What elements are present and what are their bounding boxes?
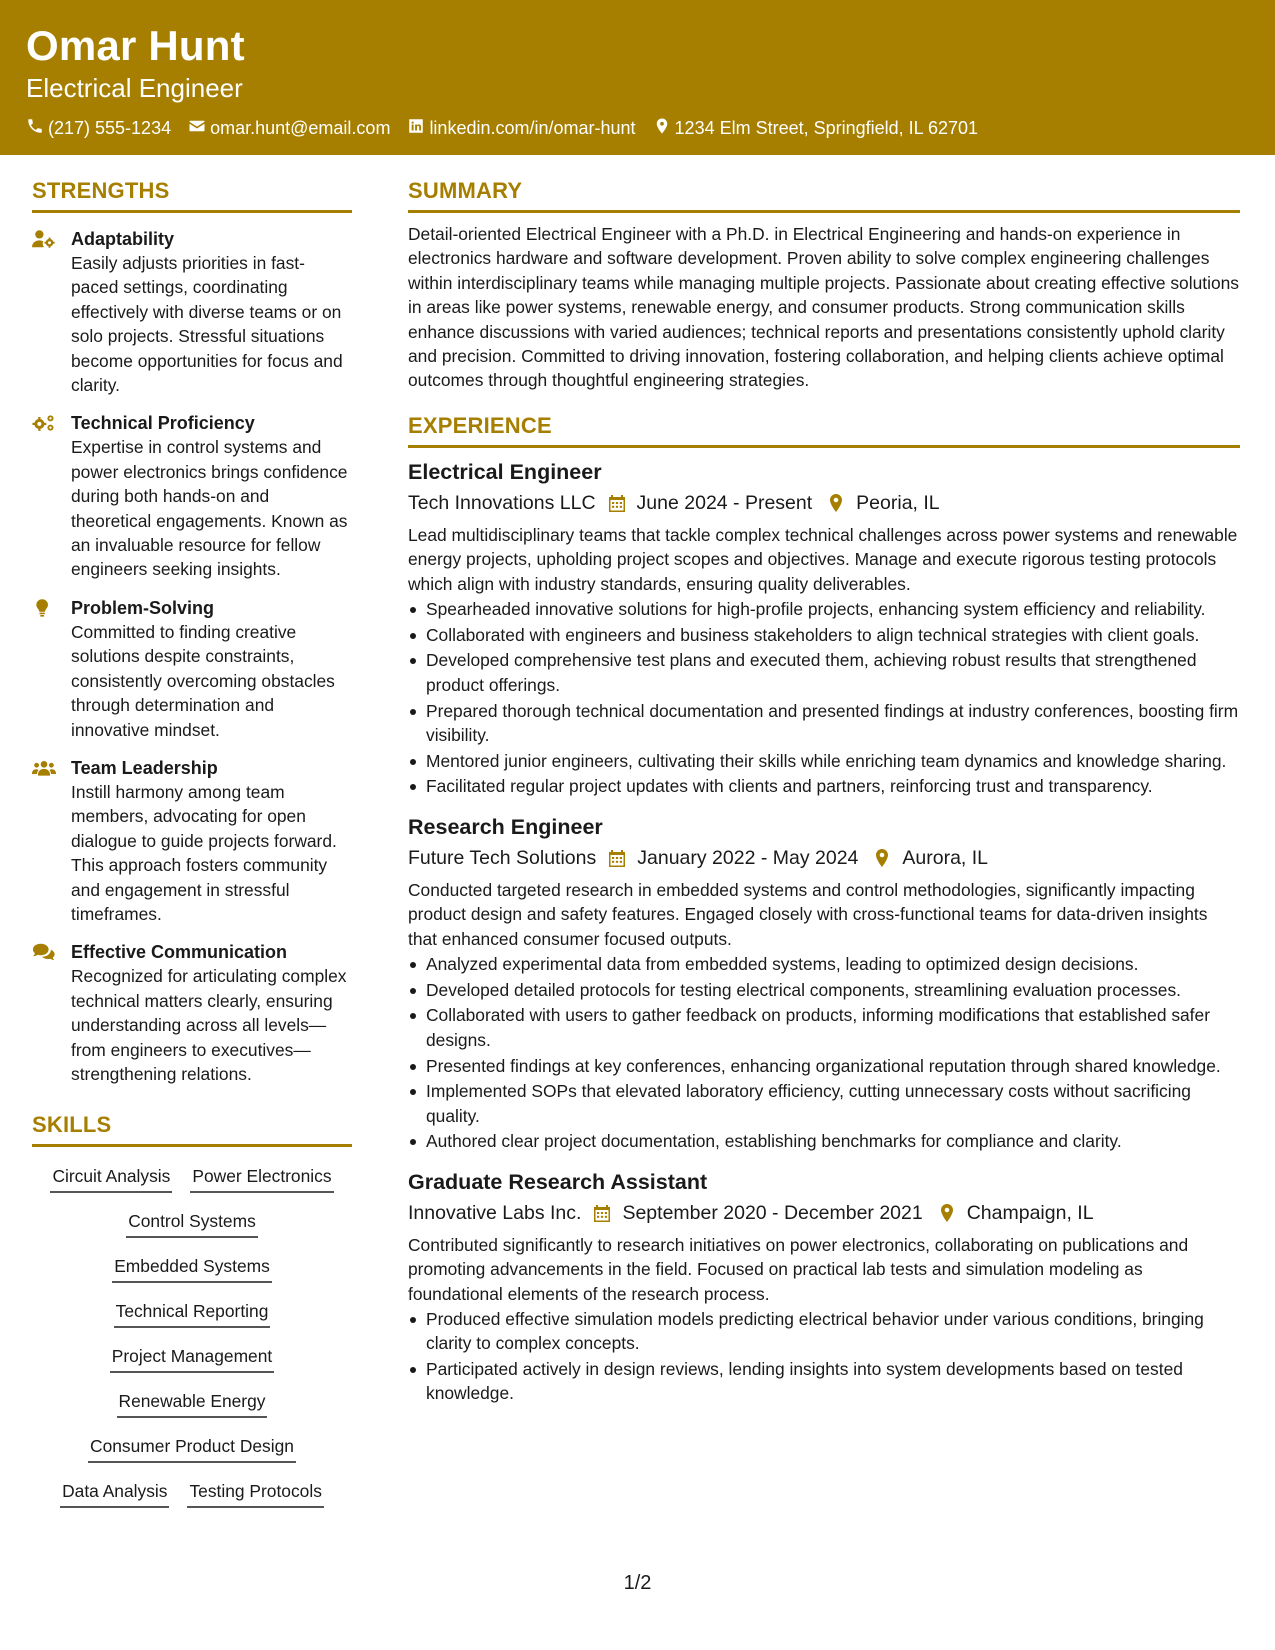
bullet-item: Spearheaded innovative solutions for high-profile projects, enhancing system efficiency and reliability.: [408, 597, 1240, 621]
job-dates: January 2022 - May 2024: [637, 846, 859, 869]
job-location: Champaign, IL: [966, 1201, 1094, 1224]
job-entry: [408, 458, 1240, 799]
comments-icon: [32, 942, 56, 962]
envelope-icon: [188, 117, 210, 140]
bullet-item: Mentored junior engineers, cultivating their skills while enriching team dynamics and knowledge sharing.: [408, 749, 1240, 773]
bullet-item: Produced effective simulation models predicting electrical behavior under various conditions, bringing clarity to complex concepts.: [408, 1307, 1240, 1356]
strength-description: Expertise in control systems and power electronics brings confidence during both hands-on and theoretical engagements. Known as an invaluable resource for fellow engineers seeking insights.: [71, 437, 348, 580]
strength-name: Adaptability: [71, 229, 175, 249]
left-column: [32, 178, 352, 1517]
strength-item: [32, 940, 352, 1086]
company-name: Future Tech Solutions: [408, 846, 597, 869]
strength-description: Instill harmony among team members, advocating for open dialogue to guide projects forward. This approach fosters community and engagement in stressful timeframes.: [71, 781, 337, 924]
contact-email[interactable]: [188, 117, 390, 140]
calendar-icon: [607, 848, 627, 868]
strength-item: [32, 227, 352, 397]
bullet-item: Developed detailed protocols for testing electrical components, streamlining evaluation processes.: [408, 978, 1240, 1002]
job-dates: June 2024 - Present: [636, 491, 813, 514]
right-column: [408, 178, 1240, 1407]
contact-address: [653, 117, 979, 140]
strength-description: Easily adjusts priorities in fast-paced settings, coordinating effectively with diverse teams or on solo projects. Stressful situations become opportunities for focus and clarity.: [71, 253, 343, 396]
email-text[interactable]: omar.hunt@email.com: [210, 118, 391, 138]
skill-tag: Technical Reporting: [114, 1298, 271, 1328]
skill-tag: Embedded Systems: [112, 1253, 272, 1283]
skill-tag: Renewable Energy: [117, 1388, 268, 1418]
candidate-name: Omar Hunt: [26, 22, 245, 69]
address-text: 1234 Elm Street, Springfield, IL 62701: [674, 118, 979, 138]
skills-list: [32, 1157, 352, 1517]
job-location: Peoria, IL: [856, 491, 940, 514]
skill-tag: Control Systems: [126, 1208, 258, 1238]
job-meta: [408, 489, 1240, 517]
page-number: 1/2: [623, 1572, 652, 1594]
phone-text: (217) 555-1234: [48, 118, 172, 138]
bullet-item: Developed comprehensive test plans and executed them, achieving robust results that strengthened product offerings.: [408, 648, 1240, 697]
job-bullets: [408, 952, 1240, 1154]
strengths-heading: STRENGTHS: [32, 178, 352, 213]
calendar-icon: [592, 1203, 612, 1223]
job-dates: September 2020 - December 2021: [622, 1201, 923, 1224]
resume-header: [0, 0, 1275, 155]
job-title: Research Engineer: [408, 814, 603, 839]
bullet-item: Facilitated regular project updates with clients and partners, reinforcing trust and transparency.: [408, 774, 1240, 798]
job-meta: [408, 1199, 1240, 1227]
map-marker-icon: [826, 493, 846, 513]
skills-heading: SKILLS: [32, 1112, 352, 1147]
skill-tag: Consumer Product Design: [88, 1433, 296, 1463]
map-marker-icon: [653, 117, 675, 140]
linkedin-text[interactable]: linkedin.com/in/omar-hunt: [429, 118, 636, 138]
job-bullets: [408, 1307, 1240, 1406]
lightbulb-icon: [32, 598, 56, 618]
candidate-title: Electrical Engineer: [26, 73, 243, 103]
company-name: Tech Innovations LLC: [408, 491, 596, 514]
skill-tag: Power Electronics: [190, 1163, 333, 1193]
bullet-item: Implemented SOPs that elevated laboratory efficiency, cutting unnecessary costs without sacrificing quality.: [408, 1079, 1240, 1128]
strength-name: Effective Communication: [71, 942, 288, 963]
strength-name: Team Leadership: [71, 757, 218, 778]
contact-linkedin[interactable]: [407, 117, 635, 140]
job-title: Graduate Research Assistant: [408, 1169, 708, 1194]
job-entry: [408, 813, 1240, 1154]
job-entry: [408, 1168, 1240, 1406]
linkedin-icon: [407, 117, 429, 140]
strength-name: Technical Proficiency: [71, 413, 255, 434]
bullet-item: Authored clear project documentation, establishing benchmarks for compliance and clarity.: [408, 1129, 1240, 1153]
map-marker-icon: [872, 848, 892, 868]
skill-tag: Data Analysis: [60, 1478, 169, 1508]
strength-description: Committed to finding creative solutions despite constraints, consistently overcoming obstacles through determination and innovative mindset.: [71, 621, 335, 740]
bullet-item: Collaborated with engineers and business stakeholders to align technical strategies with client goals.: [408, 623, 1240, 647]
user-gear-icon: [32, 229, 56, 249]
job-bullets: [408, 597, 1240, 799]
strengths-list: [32, 227, 352, 1086]
users-icon: [32, 758, 56, 778]
experience-heading: EXPERIENCE: [408, 413, 1240, 448]
skill-tag: Testing Protocols: [187, 1478, 323, 1508]
bullet-item: Prepared thorough technical documentation and presented findings at industry conferences, boosting firm visibility.: [408, 699, 1240, 748]
contact-phone: [26, 117, 171, 140]
job-meta: [408, 844, 1240, 872]
job-description: Contributed significantly to research initiatives on power electronics, collaborating on publications and promoting advancements in the field. Focused on practical lab tests and simulation modeling as foundational elements of the research process.: [408, 1234, 1189, 1304]
bullet-item: Collaborated with users to gather feedback on products, informing modifications that established safer designs.: [408, 1003, 1240, 1052]
summary-heading: SUMMARY: [408, 178, 1240, 213]
job-description: Lead multidisciplinary teams that tackle complex technical challenges across power systems and renewable energy projects, upholding project scopes and objectives. Manage and execute rigorous testing protocols which align with industry standards, ensuring quality deliverables.: [408, 524, 1238, 594]
map-marker-icon: [937, 1203, 957, 1223]
job-title: Electrical Engineer: [408, 459, 602, 484]
strength-name: Problem-Solving: [71, 597, 215, 618]
job-description: Conducted targeted research in embedded systems and control methodologies, significantly impacting product design and safety features. Engaged closely with cross-functional teams for data-driven insights that enhanced consumer focused outputs.: [408, 879, 1208, 949]
bullet-item: Analyzed experimental data from embedded systems, leading to optimized design decisions.: [408, 952, 1240, 976]
company-name: Innovative Labs Inc.: [408, 1201, 582, 1224]
strength-item: [32, 596, 352, 742]
job-location: Aurora, IL: [902, 846, 989, 869]
strength-item: [32, 756, 352, 926]
contact-bar: [26, 117, 995, 140]
gears-icon: [32, 413, 56, 433]
bullet-item: Participated actively in design reviews, lending insights into system developments based on tested knowledge.: [408, 1357, 1240, 1406]
skill-tag: Project Management: [110, 1343, 274, 1373]
strength-item: [32, 411, 352, 581]
summary-text: Detail-oriented Electrical Engineer with a Ph.D. in Electrical Engineering and hands-on experience in electronics hardware and software development. Proven ability to solve complex engineering challenges within interdisciplinary teams while managing multiple projects. Passionate about creating effective solutions in areas like power systems, renewable energy, and consumer products. Strong communication skills enhance discussions with varied audiences; technical reports and presentations consistently uphold clarity and precision. Committed to driving innovation, fostering collaboration, and helping clients achieve optimal outcomes through thoughtful engineering strategies.: [408, 224, 1239, 391]
phone-icon: [26, 117, 48, 140]
skill-tag: Circuit Analysis: [50, 1163, 172, 1193]
strength-description: Recognized for articulating complex technical matters clearly, ensuring understanding across all levels—from engineers to executives—strengthening relations.: [71, 966, 347, 1084]
bullet-item: Presented findings at key conferences, enhancing organizational reputation through shared knowledge.: [408, 1054, 1240, 1078]
calendar-icon: [607, 493, 627, 513]
